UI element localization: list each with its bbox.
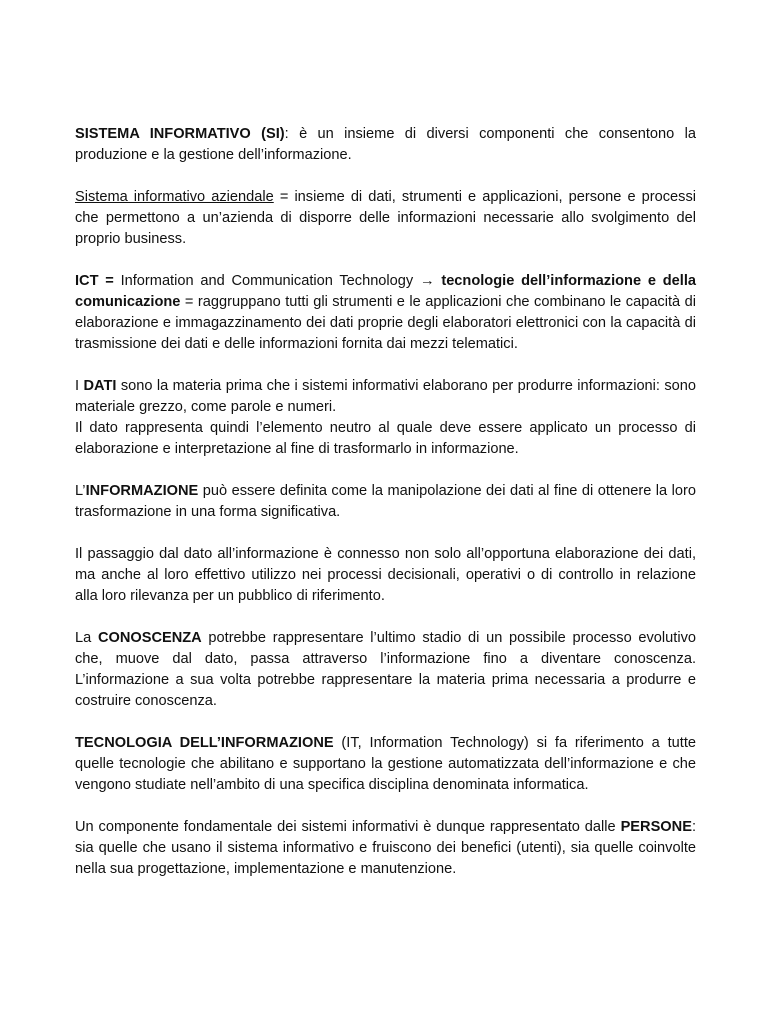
term-conoscenza: CONOSCENZA	[97, 630, 202, 646]
term-ict: ICT =	[75, 273, 114, 289]
paragraph-dati	[75, 376, 696, 460]
paragraph-line: Il dato rappresenta quindi l’elemento neutro al quale deve essere applicato un processo di elaborazione e interpretazione al fine di trasformarlo in informazione.	[75, 420, 696, 457]
paragraph-text: Il passaggio dal dato all’informazione è connesso non solo all’opportuna elaborazione dei dati, ma anche al loro effettivo utilizzo nei processi decisionali, operativi o di controllo in relazione alla loro rilevanza per un pubblico di riferimento.	[75, 546, 696, 604]
term-persone: PERSONE	[620, 819, 692, 835]
paragraph-sistema-informativo	[75, 124, 696, 166]
paragraph-text: La	[75, 630, 98, 646]
ict-definition: tecnologie dell’informazione e della comunicazione	[75, 273, 696, 310]
paragraph-text: sono la materia prima che i sistemi informativi elaborano per produrre informazioni: sono materiale grezzo, come parole e numeri.	[75, 378, 697, 415]
paragraph-line	[75, 376, 696, 418]
paragraph-text: = insieme di dati, strumenti e applicazioni, persone e processi che permettono a un’azienda di disporre delle informazioni necessarie allo svolgimento del proprio business.	[75, 189, 696, 247]
paragraph-text: I	[75, 378, 84, 394]
term-sistema-informativo: SISTEMA INFORMATIVO (SI)	[75, 126, 285, 142]
paragraph-text: : è un insieme di diversi componenti che consentono la produzione e la gestione dell’informazione.	[75, 126, 696, 163]
term-sistema-informativo-aziendale: Sistema informativo aziendale	[75, 189, 274, 205]
term-dati: DATI	[83, 378, 117, 394]
term-tecnologia-informazione: TECNOLOGIA DELL’INFORMAZIONE	[75, 735, 334, 751]
paragraph-text: Un componente fondamentale dei sistemi informativi è dunque rappresentato dalle	[75, 819, 621, 835]
paragraph-persone	[75, 817, 696, 880]
paragraph-text: L’	[75, 483, 86, 499]
paragraph-informazione	[75, 481, 696, 523]
paragraph-tecnologia-informazione	[75, 733, 696, 796]
paragraph-text: Information and Communication Technology	[113, 273, 420, 289]
arrow-right-icon: →	[419, 273, 435, 289]
paragraph-text: potrebbe rappresentare l’ultimo stadio di un possibile processo evolutivo che, muove dal dato, passa attraverso l’informazione fino a diventare conoscenza. L’informazione a sua volta potrebbe rappresentare la materia prima necessaria a produrre e costruire conoscenza.	[75, 630, 696, 709]
document-body	[75, 124, 696, 880]
paragraph-text: può essere definita come la manipolazione dei dati al fine di ottenere la loro trasformazione in una forma significativa.	[75, 483, 696, 520]
paragraph-ict	[75, 271, 696, 355]
term-informazione: INFORMAZIONE	[85, 483, 199, 499]
paragraph-text: = raggruppano tutti gli strumenti e le applicazioni che combinano le capacità di elaborazione e immagazzinamento dei dati proprie degli elaboratori elettronici con la capacità di trasmissione dei dati e delle informazioni fornita dai mezzi telematici.	[75, 294, 696, 352]
paragraph-text: : sia quelle che usano il sistema informativo e fruiscono dei benefici (utenti), sia quelle coinvolte nella sua progettazione, implementazione e manutenzione.	[75, 819, 696, 877]
paragraph-passaggio	[75, 544, 696, 607]
paragraph-text: (IT, Information Technology) si fa riferimento a tutte quelle tecnologie che abilitano e supportano la gestione automatizzata dell’informazione e che vengono studiate nell’ambito di una specifica disciplina denominata informatica.	[75, 735, 696, 793]
paragraph-sistema-informativo-aziendale	[75, 187, 696, 250]
paragraph-conoscenza	[75, 628, 696, 712]
